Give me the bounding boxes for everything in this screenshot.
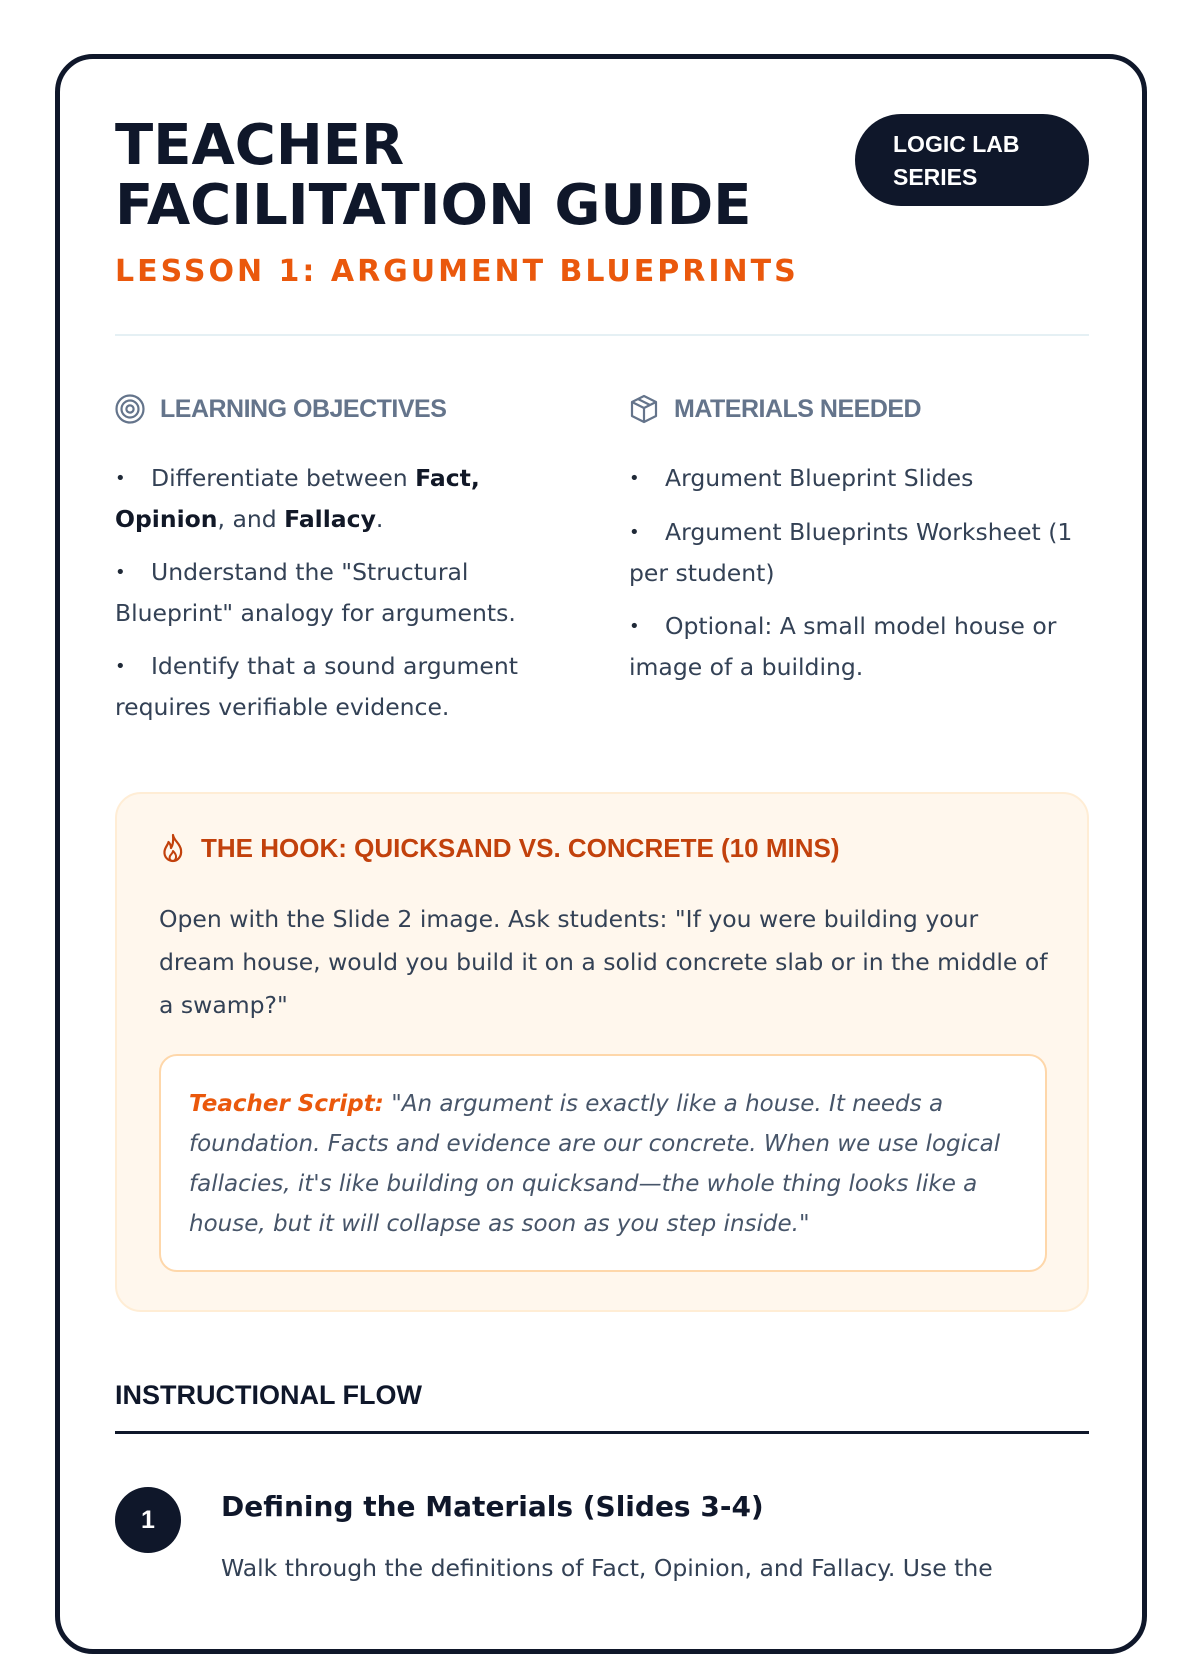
objective-text: Identify that a sound argument requires verifiable evidence. [115, 652, 518, 721]
series-badge-line-1: LOGIC LAB [893, 131, 1020, 157]
objective-text: , and [217, 505, 285, 533]
hook-heading-label: THE HOOK: QUICKSAND VS. CONCRETE (10 MINS) [201, 832, 840, 863]
objectives-list [115, 458, 575, 740]
teacher-script-box [159, 1054, 1047, 1272]
hook-heading [159, 832, 840, 864]
list-item [115, 646, 575, 727]
objective-text: Differentiate between [151, 464, 416, 492]
step-body: Walk through the definitions of Fact, Opinion, and Fallacy. Use the [221, 1554, 993, 1582]
hook-panel [115, 792, 1089, 1312]
page-title [115, 113, 752, 238]
list-item [629, 458, 1089, 499]
material-text: Optional: A small model house or image of a building. [629, 612, 1057, 681]
teacher-script-text: "An argument is exactly like a house. It needs a foundation. Facts and evidence are our concrete. When we use logical fallacies, it's like building on quicksand—the whole thing looks like a house, but it will collapse as soon as you step inside." [189, 1091, 1001, 1237]
objectives-heading [114, 393, 446, 425]
header-divider [115, 334, 1089, 336]
title-line-2: FACILITATION GUIDE [115, 173, 752, 238]
series-badge-line-2: SERIES [893, 164, 978, 190]
list-item [115, 458, 575, 539]
list-item [629, 512, 1089, 593]
materials-heading-label: MATERIALS NEEDED [674, 394, 922, 423]
objective-text: . [375, 505, 384, 533]
materials-heading [628, 393, 921, 425]
box-icon [628, 393, 660, 425]
list-item [115, 552, 575, 633]
instructional-flow-rule [115, 1431, 1089, 1434]
target-icon [114, 393, 146, 425]
material-text: Argument Blueprints Worksheet (1 per student) [629, 518, 1073, 587]
instructional-flow-heading: INSTRUCTIONAL FLOW [115, 1380, 422, 1410]
objective-text: Understand the "Structural Blueprint" analogy for arguments. [115, 558, 516, 627]
teacher-script-label: Teacher Script: [189, 1091, 384, 1117]
lesson-subtitle: LESSON 1: ARGUMENT BLUEPRINTS [115, 254, 799, 289]
title-line-1: TEACHER [115, 113, 405, 178]
objective-emphasis: Fallacy [284, 505, 376, 533]
step-number-badge: 1 [115, 1487, 181, 1553]
step-title: Defining the Materials (Slides 3-4) [221, 1490, 764, 1523]
series-badge [855, 114, 1089, 206]
hook-body: Open with the Slide 2 image. Ask students: "If you were building your dream house, would you build it on a solid concrete slab or in the middle of a swamp?" [159, 905, 1048, 1019]
objectives-heading-label: LEARNING OBJECTIVES [160, 394, 447, 423]
objective-emphasis: Fact, [415, 464, 480, 492]
material-text: Argument Blueprint Slides [665, 464, 974, 492]
materials-list [629, 458, 1089, 700]
objective-emphasis: Opinion [115, 505, 218, 533]
list-item [629, 606, 1089, 687]
flame-icon [159, 832, 187, 864]
